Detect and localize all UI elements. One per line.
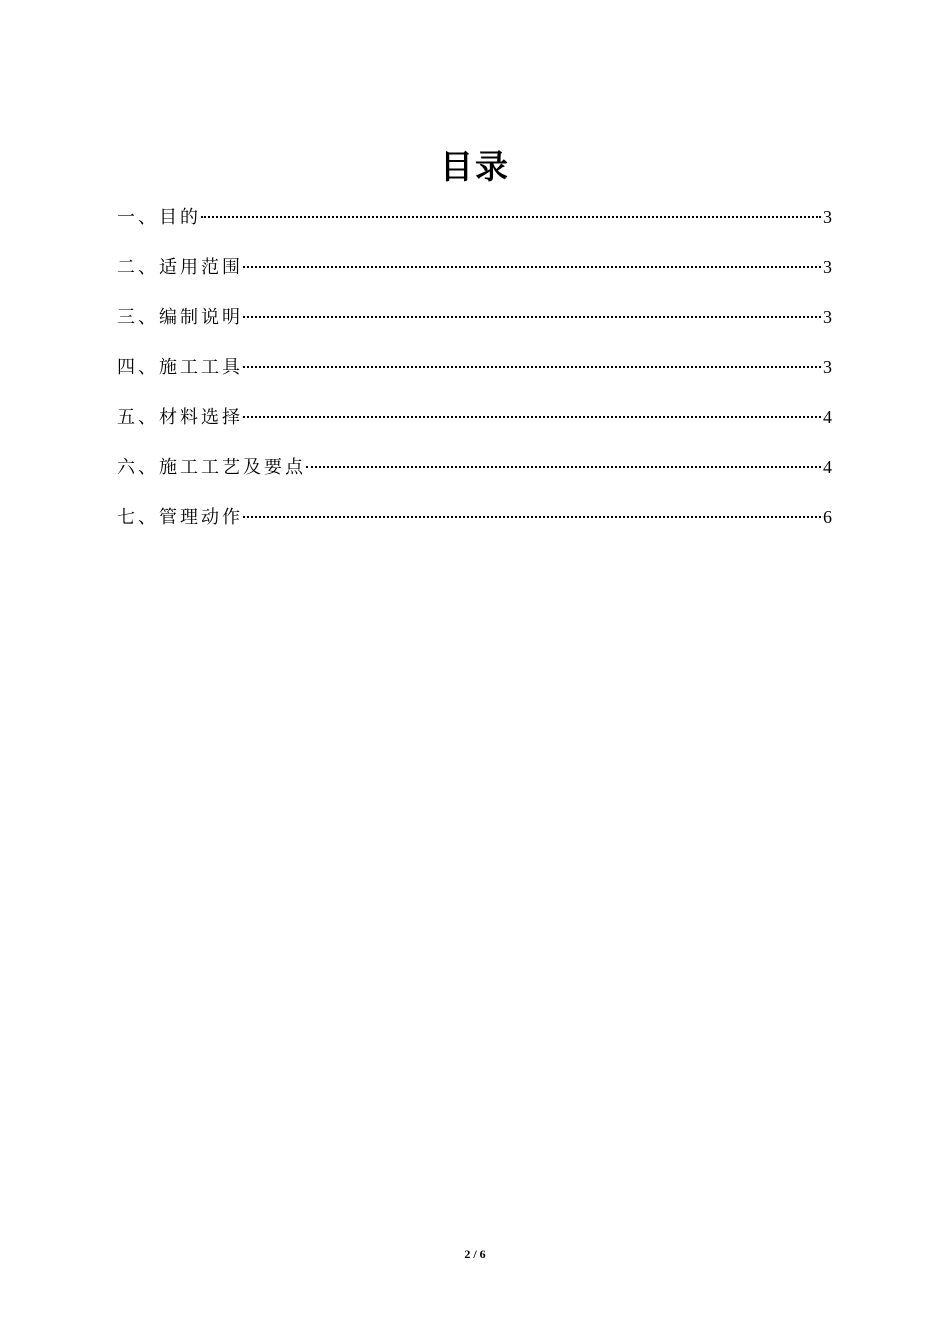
toc-dot-leader [306,466,821,468]
toc-entry-page-number: 3 [823,207,832,227]
toc-dot-leader [243,416,821,418]
toc-dot-leader [201,216,821,218]
page-footer-indicator: 2 / 6 [464,1247,486,1261]
toc-entry-page-number: 4 [823,457,832,477]
toc-entry-label: 四、施工工具 [117,357,243,378]
toc-entry[interactable] [117,450,832,500]
toc-entry-label: 二、适用范围 [117,257,243,278]
toc-entry-label: 一、目的 [117,207,201,228]
toc-entry-label: 七、管理动作 [117,507,243,528]
toc-entry[interactable] [117,250,832,300]
toc-dot-leader [243,516,821,518]
toc-entry[interactable] [117,350,832,400]
toc-dot-leader [243,366,821,368]
toc-title: 目录 [440,147,510,186]
toc-entry-page-number: 6 [823,507,832,527]
toc-entry[interactable] [117,300,832,350]
toc-entry-page-number: 3 [823,257,832,277]
toc-entry-page-number: 4 [823,407,832,427]
toc-dot-leader [243,266,821,268]
toc-entry-label: 五、材料选择 [117,407,243,428]
toc-entry[interactable] [117,400,832,450]
toc-entry-page-number: 3 [823,357,832,377]
toc-entry-page-number: 3 [823,307,832,327]
toc-entry[interactable] [117,500,832,550]
toc-entry[interactable] [117,200,832,250]
toc-entry-label: 三、编制说明 [117,307,243,328]
toc-entry-label: 六、施工工艺及要点 [117,457,306,478]
toc-list [117,200,832,550]
toc-dot-leader [243,316,821,318]
